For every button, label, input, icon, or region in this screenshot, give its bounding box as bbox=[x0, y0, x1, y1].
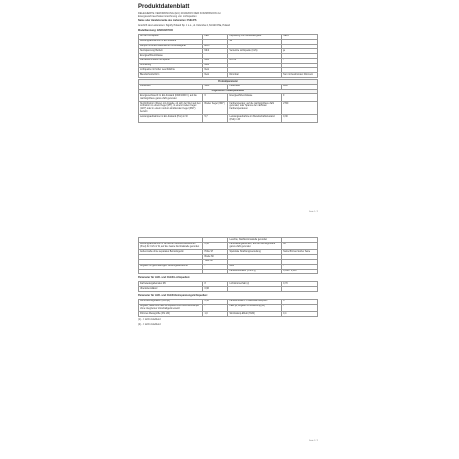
table-cell: Dimmbar bbox=[228, 73, 282, 78]
regulation-line-2: Energieverbrauchskennzeichnung von Lichtquellen bbox=[138, 15, 197, 19]
table-cell: NEIN bbox=[282, 34, 318, 39]
table-cell: Umhüllung bbox=[139, 63, 203, 68]
col-head: Parameter bbox=[139, 84, 203, 89]
table-cell: 0,30 bbox=[282, 115, 318, 123]
light-source-table bbox=[138, 34, 318, 78]
table-cell bbox=[139, 269, 203, 274]
table-cell: 0,96 bbox=[203, 287, 228, 292]
table-cell: 0,4 bbox=[282, 312, 318, 317]
table-cell: Farbwiedergabeindex R9 bbox=[139, 282, 203, 287]
table-cell: - bbox=[203, 304, 228, 312]
led-parameters-heading: Parameter für LED- und OLED-Lichtquellen: bbox=[138, 276, 191, 280]
document-page-1 bbox=[136, 4, 320, 216]
table-cell: Siehe Bild auf letzter Seite bbox=[282, 250, 318, 255]
table-cell: Flimmer-Messgröße (Pst LM) bbox=[139, 312, 203, 317]
table-cell: Leistungsaufnahme im Ein-Zustand bbox=[139, 39, 203, 44]
table-cell: Farbwiedergabeindex, auf die nächstgrößere ganze Zahl gerundet bbox=[228, 242, 282, 250]
table-cell: Lichtquelle mit hoher Leuchtdichte bbox=[139, 68, 203, 73]
table-cell: MLS bbox=[203, 49, 228, 54]
table-cell: F bbox=[282, 94, 318, 102]
table-cell: Blendschutzschirm bbox=[139, 73, 203, 78]
table-cell: Nein bbox=[203, 73, 228, 78]
table-cell: Vernetzte Lichtquelle (CLS) bbox=[228, 49, 282, 54]
table-row bbox=[139, 269, 318, 274]
table-cell: Leistungsaufnahme im Bereitschaftszustand (Psb) in W bbox=[228, 115, 282, 123]
table-cell: Energieverbrauch im Ein-Zustand (kWh/1000 h), auf die nächstgrößere ganze Zahl gerundet bbox=[139, 94, 203, 102]
table-cell: Farbabstimmbare Lichtquelle bbox=[139, 58, 203, 63]
table-cell bbox=[282, 287, 318, 292]
table-cell: Überlebensfaktor bbox=[139, 287, 203, 292]
mains-parameters-heading: Parameter für LED- und OLED-Netzspannungslichtquellen: bbox=[138, 293, 208, 297]
table-row bbox=[139, 304, 318, 312]
document-page-2 bbox=[136, 235, 320, 445]
table-cell: Falls ja, Angabe zur Ersetzung (W) bbox=[228, 304, 282, 312]
table-cell: Kapselung mit Farbwiedergabe bbox=[228, 34, 282, 39]
table-cell: 0,458 / 0,410 bbox=[282, 269, 318, 274]
table-cell: - bbox=[282, 58, 318, 63]
page-title: Produktdatenblatt bbox=[138, 4, 190, 10]
table-cell: Stroboskop-Effekt (SVM) bbox=[228, 312, 282, 317]
section-heading: Produktparameter bbox=[139, 80, 318, 85]
regulation-line-1: DELEGIERTE VERORDNUNG (EU) 2019/2015 DER KOMMISSION zur bbox=[138, 12, 221, 15]
table-cell: Angabe, dass eine LED-Lichtquelle eine Leuchtstofflampe ohne integriertes Vorschaltgerät ersetzt bbox=[139, 304, 203, 312]
table-cell: Nein bbox=[203, 58, 228, 63]
led-parameters-table bbox=[138, 281, 318, 292]
model-id: Modellkennung: 929002287400 bbox=[138, 29, 173, 32]
parameters-continued-table bbox=[138, 237, 318, 274]
table-cell: Höhe 97 bbox=[203, 250, 228, 255]
page-number: Seite 2 / 2 bbox=[308, 440, 318, 443]
table-row bbox=[139, 115, 318, 123]
table-cell: ja bbox=[282, 49, 318, 54]
table-cell: 0,30 bbox=[203, 242, 228, 250]
table-cell: Energieeffizienzklasse bbox=[139, 54, 203, 59]
table-cell: ROHS bbox=[228, 58, 282, 63]
table-cell: Netzspannung Betrieb bbox=[139, 49, 203, 54]
table-cell: Ja bbox=[228, 39, 282, 44]
col-head: Wert bbox=[203, 84, 228, 89]
table-cell: - bbox=[282, 264, 318, 269]
section-heading: Allgemeine Produktparameter bbox=[139, 89, 318, 94]
table-cell: 5,7 bbox=[203, 115, 228, 123]
table-cell: - bbox=[282, 304, 318, 312]
table-cell: Angabe zur gleichwertigen Leistungsaufnahme bbox=[139, 264, 203, 269]
mains-parameters-table bbox=[138, 299, 318, 317]
table-cell: Verschiebungsfaktor (cos φ1) bbox=[139, 299, 203, 304]
table-row bbox=[139, 242, 318, 250]
table-row bbox=[139, 94, 318, 102]
table-cell: Außenmaße ohne separates Betriebsgerät bbox=[139, 250, 203, 255]
table-cell: Farbtemperatur, auf die nächstgrößere Zahl gerundet, oder Spanne der nächsten Farbtemperaturen bbox=[228, 102, 282, 115]
table-cell: Nein bbox=[228, 264, 282, 269]
table-row bbox=[139, 312, 318, 317]
table-cell: Leistungsaufnahme im vernetzten Bereitschaftsbetrieb (Pnet) für CLS in W, auf die zweite Dezimalstelle gerundet bbox=[139, 242, 203, 250]
table-cell: Spektrale Strahlungsverteilung bbox=[228, 250, 282, 255]
table-row bbox=[139, 73, 318, 78]
table-cell: 80 bbox=[282, 242, 318, 250]
footnote-2: (2) - = nicht zutreffend bbox=[138, 323, 161, 326]
table-cell: 0,70 bbox=[282, 282, 318, 287]
table-cell: Energieeffizienzklasse bbox=[228, 94, 282, 102]
table-cell: 2700 bbox=[282, 102, 318, 115]
table-cell: Lampe mit einem elektrischen Vorschaltgerät bbox=[139, 44, 203, 49]
table-cell: Tiefe 60 bbox=[203, 259, 228, 264]
supplier-address: Anschrift des Lieferanten: Signify Poland Sp. z o.o., ul. Kolumba 4, 64-920 Piła, Poland bbox=[138, 24, 230, 28]
table-cell: ECO bbox=[203, 44, 228, 49]
table-cell: 1,0 bbox=[203, 312, 228, 317]
col-head: Parameter bbox=[228, 84, 282, 89]
page-number: Seite 1 / 2 bbox=[308, 211, 318, 214]
footnote-1: (1) - = nicht zutreffend bbox=[138, 318, 161, 321]
table-cell: 8 bbox=[203, 282, 228, 287]
table-cell: Art der Lichtquelle bbox=[139, 34, 203, 39]
product-parameters-table bbox=[138, 79, 318, 123]
table-cell: 6 bbox=[282, 299, 318, 304]
table-cell: Nutzlichtstrom (Φuse) mit Angabe, ob sich der Wert auf den Lichtstrom in einem Kegel (15°), in einem breiten Kegel (120°) oder in einem rundum strahlenden Kegel (360°) bezieht bbox=[139, 102, 203, 115]
table-cell: Nur mit bestimmten Dimmern bbox=[282, 73, 318, 78]
table-cell: - bbox=[203, 264, 228, 269]
table-cell: Lichtstromerhalt (x) bbox=[228, 282, 282, 287]
table-cell: Leistungsaufnahme im Ein-Zustand (Pon) in W bbox=[139, 115, 203, 123]
table-cell: 6 bbox=[203, 94, 228, 102]
table-cell: LED bbox=[203, 34, 228, 39]
table-cell: Nein bbox=[203, 68, 228, 73]
table-cell: Breite 60 bbox=[203, 255, 228, 260]
table-row bbox=[139, 102, 318, 115]
table-cell: Nein bbox=[203, 63, 228, 68]
table-cell bbox=[228, 287, 282, 292]
table-cell: Leuchte, Nachkommastelle gerundet bbox=[228, 238, 282, 243]
supplier-name: Name oder Handelsmarke des Lieferanten: PHILIPS bbox=[138, 19, 197, 23]
table-cell bbox=[203, 269, 228, 274]
table-cell: 0,50 bbox=[203, 299, 228, 304]
table-cell: Breiter Kegel (360°) bbox=[203, 102, 228, 115]
table-cell: Farbkoordinaten (x und y) bbox=[228, 269, 282, 274]
table-row bbox=[139, 287, 318, 292]
table-cell: Farbkonsistenz in MacAdam-Ellipsen bbox=[228, 299, 282, 304]
col-head: Wert bbox=[282, 84, 318, 89]
